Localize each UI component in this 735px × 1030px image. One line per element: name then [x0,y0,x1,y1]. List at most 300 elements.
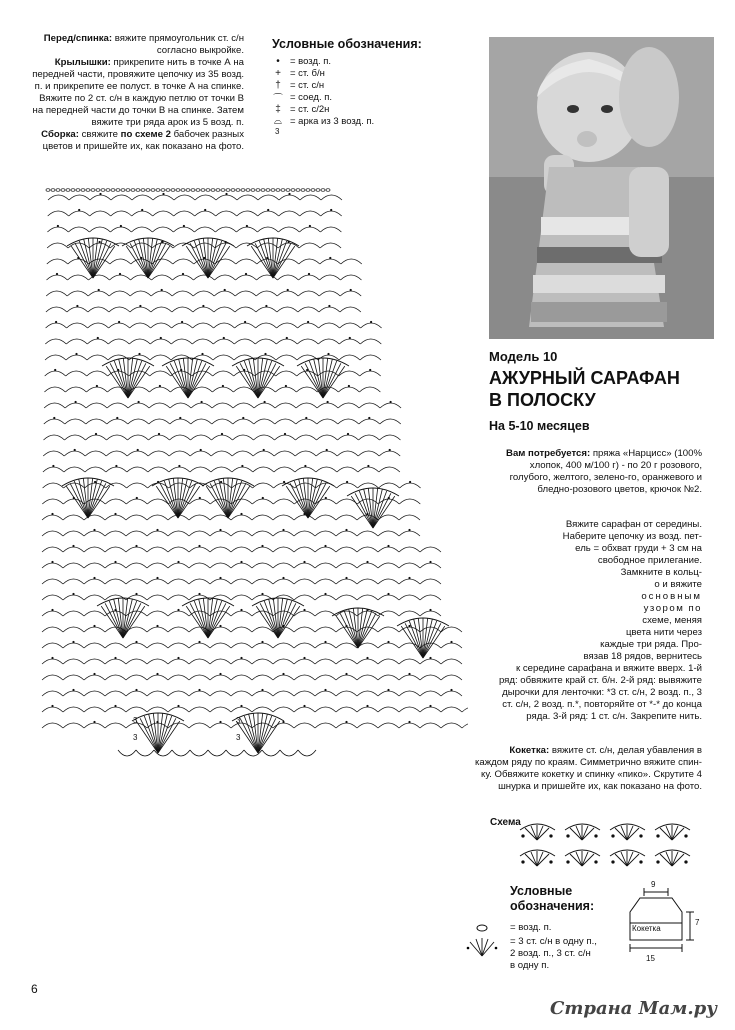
arch-stitch [294,659,315,664]
arch-stitch [252,579,273,584]
picot-dot [56,273,58,275]
picot-dot [303,609,305,611]
arch-stitch [294,595,315,600]
arch-stitch [126,643,147,648]
legend-item: ‡ = ст. с/2н [272,103,462,115]
arch-stitch [126,707,147,712]
arch-stitch [359,419,380,424]
chain-stitch [221,189,225,192]
arch-stitch [357,579,378,584]
arch-stitch [87,355,108,360]
fan-stitch [84,239,93,278]
arch-stitch [132,211,153,216]
arch-stitch [171,371,192,376]
chain-stitch [296,189,300,192]
arch-stitch [65,403,86,408]
arch-stitch [213,339,234,344]
arch-stitch [106,467,127,472]
picot-dot [261,545,263,547]
picot-dot [220,481,222,483]
arch-stitch [357,659,378,664]
picot-dot [177,609,179,611]
arch-stitch [315,675,336,680]
edge-scallop [118,750,136,756]
arch-stitch [42,707,63,712]
fan-stitch [70,483,88,518]
arch-stitch [400,483,421,488]
arch-stitch [174,211,195,216]
picot-dot [94,481,96,483]
arch-stitch [300,211,321,216]
fan-stitch [228,483,246,518]
picot-dot [219,577,221,579]
arch-stitch [151,323,172,328]
picot-dot [303,705,305,707]
arch-stitch [195,195,216,200]
fan-stitch [114,599,123,638]
arch-stitch [210,659,231,664]
chain-stitch [216,189,220,192]
picot-dot [158,433,160,435]
arch-stitch [169,467,190,472]
arch-stitch [273,579,294,584]
arch-stitch [42,723,63,728]
arch-stitch [171,355,192,360]
arch-stitch [84,595,105,600]
arch-stitch [379,451,400,456]
legend-top-title: Условные обозначения: [272,37,422,51]
arch-stitch [48,211,69,216]
arch-stitch [174,195,195,200]
arch-stitch [86,387,107,392]
picot-dot [429,705,431,707]
arch-stitch [341,275,362,280]
arch-stitch [168,707,189,712]
fan-stitch [249,714,258,753]
arch-stitch [42,675,63,680]
arch-stitch [214,291,235,296]
arch-stitch [189,563,210,568]
arch-stitch [172,291,193,296]
picot-dot [282,529,284,531]
fan-stitch [139,239,148,278]
arch-stitch [252,515,273,520]
picot-dot [138,401,140,403]
arch-stitch [63,691,84,696]
dim-top: 9 [651,880,656,889]
arch-stitch [48,195,69,200]
arch-stitch [168,659,189,664]
arch-stitch [84,659,105,664]
arch-stitch [132,195,153,200]
fan-stitch [93,239,102,278]
picot-dot [72,641,74,643]
arch-stitch [357,691,378,696]
arch-stitch [212,387,233,392]
legend-item: = возд. п. [462,922,597,934]
arch-stitch [45,355,66,360]
arch-stitch [315,643,336,648]
arch-stitch [294,691,315,696]
picot-dot [285,385,287,387]
instructions-block [30,33,244,153]
fan-stitch [149,714,158,753]
arch-stitch [147,595,168,600]
picot-dot [219,625,221,627]
chain-stitch [111,189,115,192]
scheme-diagram [515,820,705,872]
picot-dot [177,657,179,659]
arch-stitch [126,547,147,552]
arch-stitch [252,691,273,696]
arch-stitch [67,291,88,296]
front-back-paragraph: Перед/спинка: вяжите прямоугольник ст. с/н согласно выкройке. [43,33,244,56]
arch-stitch [107,435,128,440]
arch-stitch [399,547,420,552]
arch-stitch [86,435,107,440]
arch-stitch [170,403,191,408]
picot-dot [55,321,57,323]
arch-stitch [86,419,107,424]
arch-stitch [88,323,109,328]
arch-stitch [420,595,441,600]
picot-dot [135,641,137,643]
picot-dot [120,225,122,227]
chain-stitch [96,189,100,192]
arch-stitch [256,291,277,296]
picot-dot [116,417,118,419]
fan-stitch [170,363,188,398]
arch-stitch [254,435,275,440]
arch-stitch [108,339,129,344]
chain-stitch [61,189,65,192]
arch-stitch [69,211,90,216]
page-number: 6 [31,982,38,996]
arch-stitch [338,387,359,392]
chain-stitch [126,189,130,192]
picot-dot [201,353,203,355]
fan-stitch [240,363,258,398]
picot-dot [245,273,247,275]
arch-stitch [84,547,105,552]
arch-stitch [63,659,84,664]
fan-stitch [269,599,278,638]
edge-scallop [190,750,208,756]
arch-stitch [237,195,258,200]
picot-dot [324,689,326,691]
arch-stitch [46,323,67,328]
arch-stitch [84,723,105,728]
arch-stitch [168,531,189,536]
chain-stitch [46,189,50,192]
arch-stitch [128,435,149,440]
arch-stitch [210,643,231,648]
edge-scallop [226,750,244,756]
arch-stitch [231,595,252,600]
fan-stitch [179,359,188,398]
arch-stitch [172,323,193,328]
arch-stitch [126,579,147,584]
arch-stitch [315,563,336,568]
picot-dot [369,369,371,371]
picot-dot [219,721,221,723]
body-line: ряд: обвяжите край ст. б/н. 2-й ряд: вывяжите [498,675,702,686]
arch-stitch [87,339,108,344]
chain-stitch [166,189,170,192]
arch-stitch [298,323,319,328]
body-line: ряда. 3-й ряд: 1 ст. с/н. Закрепите нить. [526,711,702,722]
picot-dot [93,721,95,723]
body-line: к середине сарафана и вяжите вверх. 1-й [516,663,702,674]
arch-stitch [45,339,66,344]
arch-stitch [231,563,252,568]
arch-stitch [210,547,231,552]
arch-stitch [231,627,252,632]
arch-stitch [110,259,131,264]
chain-stitch [236,189,240,192]
chain-stitch [81,189,85,192]
arch-stitch [109,291,130,296]
arch-stitch [318,355,339,360]
arch-stitch [296,387,317,392]
arch-stitch [210,579,231,584]
arch-stitch [380,435,401,440]
chain-stitch [256,189,260,192]
arch-stitch [380,403,401,408]
model-number: Модель 10 [489,349,558,364]
chart-number: 3 [133,716,138,725]
arch-stitch [126,563,147,568]
arch-stitch [42,691,63,696]
arch-stitch [420,579,441,584]
arch-stitch [168,675,189,680]
arch-stitch [338,435,359,440]
arch-stitch [378,499,399,504]
picot-dot [135,593,137,595]
arch-stitch [235,291,256,296]
arch-stitch [105,675,126,680]
arch-stitch [319,307,340,312]
arch-stitch [63,675,84,680]
arch-stitch [399,723,420,728]
arch-stitch [378,595,399,600]
arch-stitch [256,307,277,312]
arch-stitch [84,611,105,616]
arch-stitch [195,211,216,216]
chain-stitch [226,189,230,192]
chart-number: 3 [133,733,138,742]
arch-stitch [359,403,380,408]
arch-stitch [274,467,295,472]
arch-stitch [148,451,169,456]
arch-stitch [298,291,319,296]
arch-stitch [210,595,231,600]
picot-dot [347,433,349,435]
arch-stitch [236,243,257,248]
arch-stitch [147,611,168,616]
arch-stitch [234,355,255,360]
arch-stitch [359,387,380,392]
arch-stitch [212,403,233,408]
arch-stitch [231,579,252,584]
arch-stitch [338,419,359,424]
arch-stitch [66,339,87,344]
chain-stitch [321,189,325,192]
arch-stitch [126,499,147,504]
dim-bottom: 15 [646,954,655,963]
arch-stitch [236,259,257,264]
arch-stitch [336,707,357,712]
picot-dot [114,513,116,515]
arch-stitch [89,227,110,232]
picot-dot [325,497,327,499]
arch-stitch [42,547,63,552]
arch-stitch [337,451,358,456]
assembly-paragraph: Сборка: свяжите по схеме 2 бабочек разных цветов и пришейте их, как показано на фото. [41,129,244,152]
picot-dot [200,449,202,451]
arch-stitch [378,547,399,552]
fan-stitch [258,359,267,398]
edge-scallop [208,750,226,756]
picot-dot [225,193,227,195]
arch-stitch [254,419,275,424]
picot-dot [264,353,266,355]
arch-stitch [189,723,210,728]
arch-stitch [252,547,273,552]
edge-scallop [298,750,316,756]
arch-stitch [109,323,130,328]
chain-stitch [291,189,295,192]
picot-dot [366,561,368,563]
arch-stitch [255,339,276,344]
arch-stitch [210,723,231,728]
arch-stitch [65,435,86,440]
picot-dot [329,257,331,259]
picot-dot [288,193,290,195]
arch-stitch [45,371,66,376]
fan-stitch [188,359,197,398]
picot-dot [136,497,138,499]
picot-dot [263,449,265,451]
arch-stitch [257,227,278,232]
picot-dot [282,721,284,723]
arch-stitch [378,627,399,632]
arch-stitch [231,515,252,520]
arch-stitch [194,227,215,232]
picot-dot [370,321,372,323]
arch-stitch [317,419,338,424]
chain-stitch [66,189,70,192]
picot-dot [201,401,203,403]
arch-stitch [149,419,170,424]
chain-stitch [311,189,315,192]
arch-stitch [63,531,84,536]
picot-dot [177,705,179,707]
arch-stitch [358,467,379,472]
arch-stitch [294,579,315,584]
picot-dot [409,481,411,483]
arch-stitch [87,371,108,376]
arch-stitch [42,499,63,504]
picot-dot [240,657,242,659]
arch-stitch [131,227,152,232]
legend-item: ⌓ = арка из 3 возд. п. [272,115,462,127]
fan-stitch [208,599,217,638]
legend-item: † = ст. с/н [272,79,462,91]
picot-dot [307,321,309,323]
arch-stitch [127,467,148,472]
arch-stitch [148,467,169,472]
chain-icon: • [276,55,280,67]
arch-stitch [42,627,63,632]
picot-dot [93,673,95,675]
arch-stitch [315,531,336,536]
arch-stitch [63,515,84,520]
arch-stitch [296,419,317,424]
arch-stitch [231,675,252,680]
legend-bottom-title: Условные обозначения: [510,884,595,913]
picot-dot [99,241,101,243]
chain-stitch [186,189,190,192]
arch-stitch [379,483,400,488]
arch-stitch [42,515,63,520]
chain-stitch [276,189,280,192]
arch-stitch [216,195,237,200]
body-line: цвета нити через [625,627,702,638]
fan-stitch [190,603,208,638]
arch-stitch [111,211,132,216]
arch-stitch [315,627,336,632]
arch-stitch [215,227,236,232]
arch-stitch [359,435,380,440]
arch-stitch [399,659,420,664]
arch-stitch [357,595,378,600]
arch-stitch [149,435,170,440]
picot-dot [137,449,139,451]
picot-dot [219,673,221,675]
picot-dot [246,225,248,227]
picot-dot [114,705,116,707]
fan-stitch [128,359,137,398]
arch-stitch [358,483,379,488]
arch-stitch [42,611,63,616]
arch-stitch [42,643,63,648]
arch-stitch [210,691,231,696]
arch-stitch [232,467,253,472]
scheme-label: Схема [490,817,521,828]
fan-stitch [260,603,278,638]
arch-stitch [68,227,89,232]
arch-stitch [294,611,315,616]
picot-dot [261,593,263,595]
picot-dot [346,481,348,483]
picot-dot [284,433,286,435]
arch-stitch [90,211,111,216]
picot-dot [326,449,328,451]
arch-stitch [211,467,232,472]
arch-stitch [130,307,151,312]
arch-stitch [84,531,105,536]
edge-scallop [172,750,190,756]
arch-stitch [173,275,194,280]
picot-dot [265,305,267,307]
arch-stitch [110,227,131,232]
arch-stitch [336,723,357,728]
fan-stitch [210,483,228,518]
arch-stitch [378,579,399,584]
chain-stitch [146,189,150,192]
arch-stitch [399,579,420,584]
